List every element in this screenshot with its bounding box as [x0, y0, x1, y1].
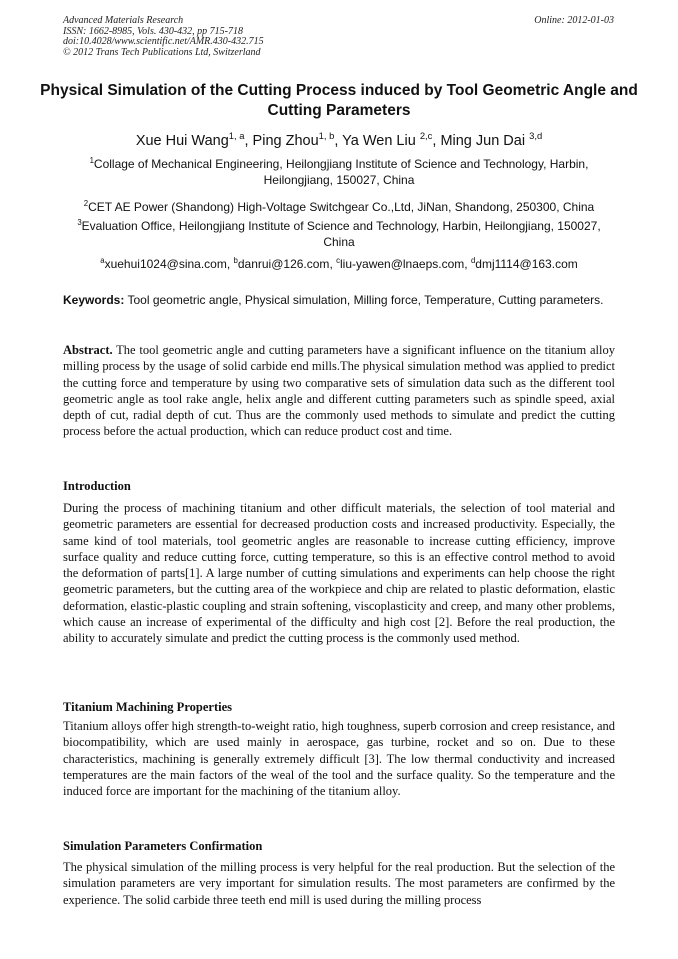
doi-line: doi:10.4028/www.scientific.net/AMR.430-432.715 — [63, 36, 264, 47]
email-sup: d — [470, 256, 476, 265]
author-sup: 1, b — [318, 130, 335, 142]
email-address[interactable]: xuehui1024@sina.com — [104, 257, 227, 271]
author-name: Ping Zhou — [252, 133, 319, 149]
affiliation-text: Evaluation Office, Heilongjiang Institute of Science and Technology, Harbin, Heilongjiang, 150027, China — [81, 219, 601, 249]
abstract-text: The tool geometric angle and cutting parameters have a significant influence on the titanium alloy milling process by the usage of solid carbide end mills.The physical simulation method was applied to predict the cutting force and temperature by using two comparative sets of simulation data such as the different tool geometric angle as tool rake angle, helix angle and different cutting parameters such as spindle speed, axial depth of cut, radial depth of cut. Thus are the commonly used methods to simulate and predict the cutting process before the actual production, which can reduce product cost and time. — [63, 343, 615, 439]
issn-line: ISSN: 1662-8985, Vols. 430-432, pp 715-718 — [63, 25, 243, 37]
author-name: Ya Wen Liu — [342, 133, 416, 149]
email-sup: a — [100, 256, 105, 265]
email-sup: c — [336, 256, 341, 265]
section-heading-introduction: Introduction — [63, 479, 131, 493]
keywords-label: Keywords: — [63, 293, 125, 307]
affiliation-text: Collage of Mechanical Engineering, Heilongjiang Institute of Science and Technology, Harbin, Heilongjiang, 150027, China — [93, 157, 589, 187]
email-sup: b — [233, 256, 238, 265]
email-list: $^a$xuehui1024@sina.com, $^b$danrui@126.com, $^c$liu-yawen@lnaeps.com, $^d$dmj1114@163.com — [100, 256, 578, 271]
section-text-introduction: During the process of machining titanium and other difficult materials, the selection of tool material and geometric parameters are essential for decreased production costs and increased productivity. Especially, the same kind of tool materials, tool geometric angles are reasonable to increase cutting efficiency, improve surface quality and reduce cutting force, cutting temperature, so this is an effective control method to avoid the deformation of parts[1]. A large number of cutting simulations and experiments can help choose the right geometric parameters, but the cutting area of the workpiece and chip are related to plastic deformation, elastic deformation, elastic-plastic coupling and strain softening, viscoplasticity and creep, and many other problems, which cause an increase of experimental of the difficulty and high cost [2]. Before the real production, the ability to accurately simulate and predict the cutting process is the commonly used method. — [63, 501, 615, 646]
author-sup: 2,c — [419, 130, 433, 142]
affiliation-sup: 2 — [83, 199, 89, 208]
author-sup: 1, a — [228, 130, 245, 142]
copyright-line: © 2012 Trans Tech Publications Ltd, Switzerland — [63, 46, 261, 58]
section-heading-simulation: Simulation Parameters Confirmation — [63, 839, 263, 853]
section-heading-titanium: Titanium Machining Properties — [63, 700, 232, 714]
keywords-text: Tool geometric angle, Physical simulation, Milling force, Temperature, Cutting parameters. — [127, 293, 604, 307]
abstract-label: Abstract. — [63, 343, 113, 357]
journal-name: Advanced Materials Research — [63, 15, 184, 26]
affiliation-sup: 3 — [77, 218, 82, 227]
keywords — [63, 292, 615, 308]
author-name: Ming Jun Dai — [440, 133, 526, 149]
author-sup: 3,d — [529, 130, 543, 142]
affiliation-sup: 1 — [89, 156, 94, 165]
affiliation-2 — [63, 199, 615, 215]
email-address[interactable]: dmj1114@163.com — [475, 257, 578, 271]
section-text-titanium: Titanium alloys offer high strength-to-weight ratio, high toughness, superb corrosion and creep resistance, and biocompatibility, which are used mainly in aerospace, gas turbine, rocket and so on. Due to these characteristics, machining is generally extremely difficult [3]. The low thermal conductivity and increased temperatures are the main factors of the weal of the tool and the surface quality. So the temperature and the induced force are important for the machining of the titanium alloy. — [63, 719, 615, 799]
online-date: Online: 2012-01-03 — [534, 15, 614, 26]
email-address[interactable]: liu-yawen@lnaeps.com — [340, 257, 465, 271]
author-name: Xue Hui Wang — [135, 133, 229, 149]
abstract — [63, 342, 615, 440]
journal-header — [63, 16, 264, 58]
affiliation-3 — [63, 218, 615, 250]
author-list: Xue Hui Wang$^{1, a}$, Ping Zhou$^{1, b}$, Ya Wen Liu $^{2,c}$, Ming Jun Dai $^{3,d}$ — [135, 130, 543, 149]
affiliation-1 — [63, 156, 615, 188]
email-address[interactable]: danrui@126.com — [237, 257, 330, 271]
paper-title: Physical Simulation of the Cutting Process induced by Tool Geometric Angle and Cutting Parameters — [40, 82, 638, 119]
affiliation-text: CET AE Power (Shandong) High-Voltage Switchgear Co.,Ltd, JiNan, Shandong, 250300, China — [88, 200, 595, 214]
section-text-simulation: The physical simulation of the milling process is very helpful for the real production. But the selection of the simulation parameters are very important for simulation results. The most parameters are confirmed by the experience. The solid carbide three teeth end mill is used during the milling process — [63, 860, 615, 907]
